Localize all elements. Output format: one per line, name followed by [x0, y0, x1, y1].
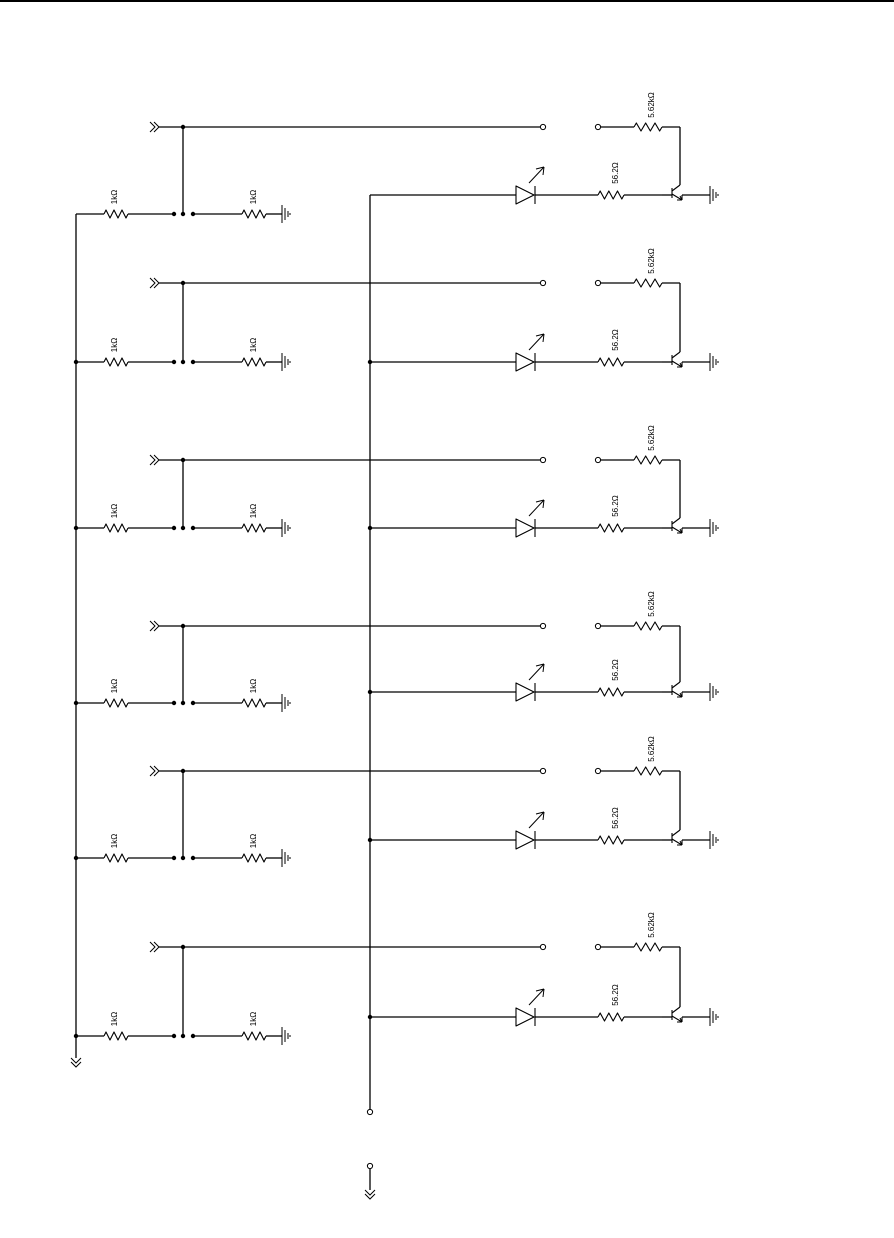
- resistor-label: 1kΩ: [110, 833, 119, 849]
- resistor-label: 1kΩ: [110, 678, 119, 694]
- junction-dot: [181, 526, 185, 530]
- resistor-label: 56.2Ω: [611, 807, 620, 829]
- resistor: [104, 1032, 128, 1040]
- transistor-icon: [672, 352, 680, 358]
- resistor: [634, 767, 662, 775]
- junction-dot: [172, 360, 176, 364]
- resistor: [598, 1013, 624, 1021]
- transistor-icon: [672, 185, 680, 191]
- connector-icon: [150, 122, 159, 132]
- resistor-label: 56.2Ω: [611, 659, 620, 681]
- resistor: [598, 688, 624, 696]
- resistor: [104, 699, 128, 707]
- connector-icon: [71, 1058, 81, 1067]
- resistor: [598, 191, 624, 199]
- channel-6: [74, 912, 718, 1045]
- led-icon: [516, 519, 534, 537]
- resistor-label: 1kΩ: [110, 503, 119, 519]
- terminal: [367, 1163, 372, 1168]
- resistor: [634, 279, 662, 287]
- channel-1: [76, 92, 718, 223]
- resistor: [104, 854, 128, 862]
- led-icon: [516, 1008, 534, 1026]
- transistor-icon: [672, 830, 680, 836]
- led-arrow: [529, 989, 544, 1005]
- terminal: [595, 623, 600, 628]
- terminal: [595, 768, 600, 773]
- resistor: [634, 456, 662, 464]
- resistor: [634, 123, 662, 131]
- resistor-label: 1kΩ: [249, 503, 258, 519]
- junction-dot: [172, 701, 176, 705]
- terminal: [595, 457, 600, 462]
- led-icon: [516, 186, 534, 204]
- led-arrow: [529, 167, 544, 183]
- resistor-label: 56.2Ω: [611, 162, 620, 184]
- resistor: [242, 358, 266, 366]
- resistor: [242, 854, 266, 862]
- junction-dot: [181, 856, 185, 860]
- junction-dot: [172, 1034, 176, 1038]
- circuit: [71, 92, 718, 1199]
- junction-dot: [172, 212, 176, 216]
- connector-icon: [150, 455, 159, 465]
- led-arrow: [529, 664, 544, 680]
- terminal: [540, 457, 545, 462]
- resistor: [598, 524, 624, 532]
- resistor: [634, 943, 662, 951]
- resistor-label: 1kΩ: [249, 189, 258, 205]
- terminal: [540, 768, 545, 773]
- resistor: [104, 210, 128, 218]
- junction-dot: [181, 1034, 185, 1038]
- resistor-label: 5.62kΩ: [647, 248, 656, 274]
- resistor: [242, 524, 266, 532]
- channel-5: [74, 736, 718, 867]
- channel-2: [74, 248, 718, 371]
- connector-icon: [150, 621, 159, 631]
- resistor-label: 5.62kΩ: [647, 591, 656, 617]
- terminal: [595, 124, 600, 129]
- terminal: [540, 124, 545, 129]
- resistor: [242, 699, 266, 707]
- resistor-label: 1kΩ: [110, 1011, 119, 1027]
- resistor-label: 5.62kΩ: [647, 425, 656, 451]
- led-arrow: [529, 812, 544, 828]
- junction-dot: [181, 360, 185, 364]
- resistor-label: 5.62kΩ: [647, 92, 656, 118]
- led-icon: [516, 831, 534, 849]
- connector-icon: [150, 942, 159, 952]
- transistor-icon: [672, 682, 680, 688]
- transistor-icon: [672, 518, 680, 524]
- connector-icon: [365, 1190, 375, 1199]
- led-icon: [516, 353, 534, 371]
- resistor-label: 56.2Ω: [611, 495, 620, 517]
- terminal: [367, 1109, 372, 1114]
- channel-4: [74, 591, 718, 712]
- terminal: [540, 944, 545, 949]
- junction-dot: [172, 856, 176, 860]
- led-arrow: [529, 500, 544, 516]
- connector-icon: [150, 766, 159, 776]
- led-arrow: [529, 334, 544, 350]
- resistor-label: 1kΩ: [249, 337, 258, 353]
- resistor-label: 56.2Ω: [611, 329, 620, 351]
- connector-icon: [150, 278, 159, 288]
- junction-dot: [181, 212, 185, 216]
- resistor-label: 5.62kΩ: [647, 912, 656, 938]
- terminal: [595, 944, 600, 949]
- terminal: [595, 280, 600, 285]
- resistor: [634, 622, 662, 630]
- resistor-label: 1kΩ: [110, 337, 119, 353]
- junction-dot: [172, 526, 176, 530]
- resistor-label: 1kΩ: [110, 189, 119, 205]
- channel-3: [74, 425, 718, 537]
- resistor: [104, 358, 128, 366]
- resistor: [598, 358, 624, 366]
- resistor-label: 56.2Ω: [611, 984, 620, 1006]
- resistor-label: 1kΩ: [249, 833, 258, 849]
- transistor-icon: [672, 1007, 680, 1013]
- resistor: [104, 524, 128, 532]
- resistor: [242, 1032, 266, 1040]
- junction-dot: [181, 701, 185, 705]
- resistor: [598, 836, 624, 844]
- resistor-label: 1kΩ: [249, 1011, 258, 1027]
- terminal: [540, 623, 545, 628]
- resistor-label: 1kΩ: [249, 678, 258, 694]
- led-icon: [516, 683, 534, 701]
- resistor-label: 5.62kΩ: [647, 736, 656, 762]
- resistor: [242, 210, 266, 218]
- terminal: [540, 280, 545, 285]
